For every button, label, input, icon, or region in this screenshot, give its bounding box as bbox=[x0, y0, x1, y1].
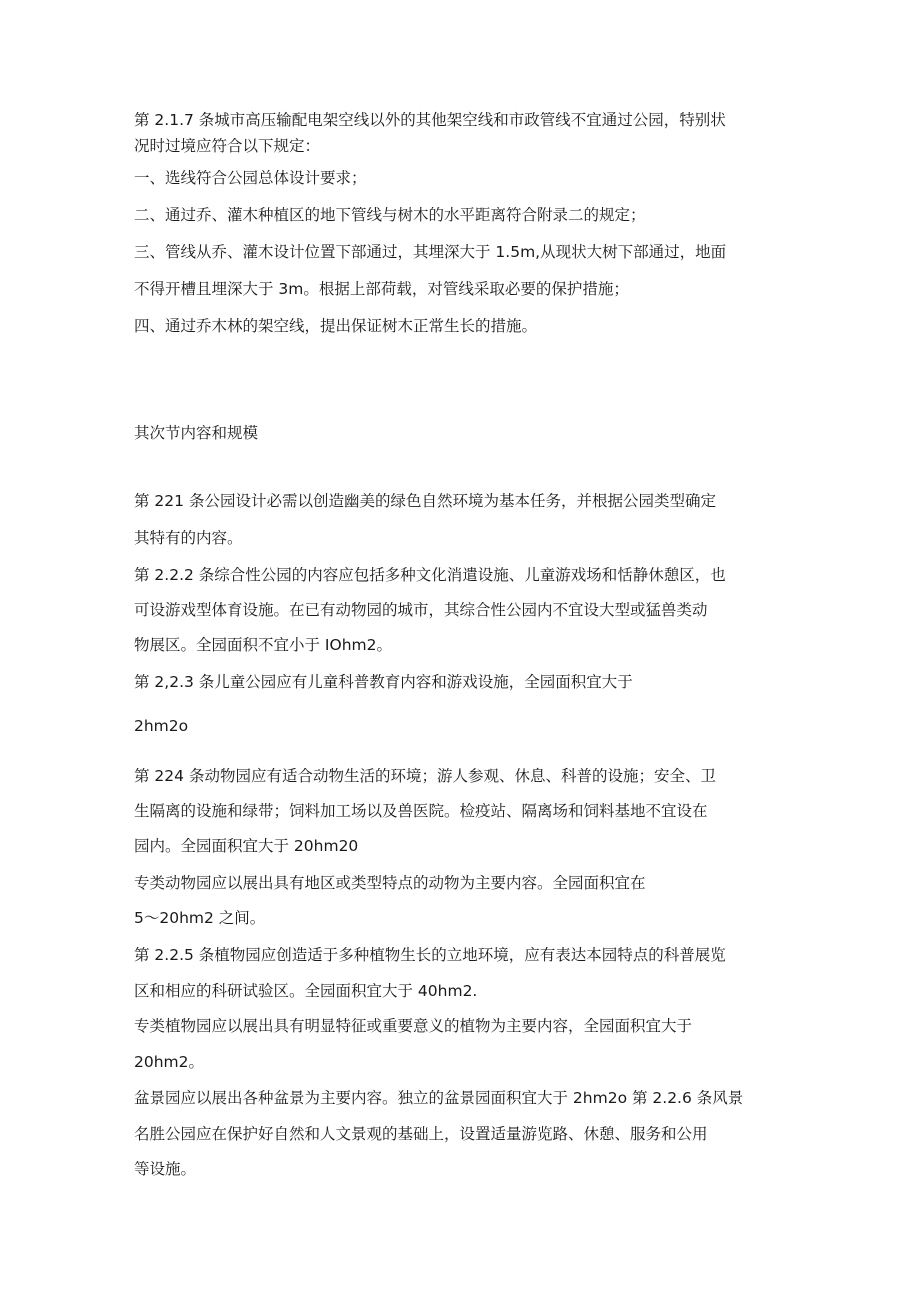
text-line: 物展区。全园面积不宜小于 IOhm2。 bbox=[134, 636, 392, 654]
text-line: 况时过境应符合以下规定： bbox=[134, 137, 321, 155]
text-line: 三、管线从乔、灌木设计位置下部通过，其埋深大于 1.5m,从现状大树下部通过，地面 bbox=[134, 243, 727, 261]
text-line: 20hm2。 bbox=[134, 1053, 205, 1071]
text-line: 第 2,2.3 条儿童公园应有儿童科普教育内容和游戏设施，全园面积宜大于 bbox=[134, 673, 633, 691]
text-line: 第 2.2.5 条植物园应创造适于多种植物生长的立地环境，应有表达本园特点的科普展览 bbox=[134, 946, 726, 964]
text-line: 等设施。 bbox=[134, 1160, 197, 1178]
text-line: 第 221 条公园设计必需以创造幽美的绿色自然环境为基本任务，并根据公园类型确定 bbox=[134, 492, 716, 510]
text-line: 第 2.1.7 条城市高压输配电架空线以外的其他架空线和市政管线不宜通过公园，特别状 bbox=[134, 111, 726, 129]
text-line: 生隔离的设施和绿带；饲料加工场以及兽医院。检疫站、隔离场和饲料基地不宜设在 bbox=[134, 802, 708, 820]
text-line: 专类植物园应以展出具有明显特征或重要意义的植物为主要内容，全园面积宜大于 bbox=[134, 1017, 693, 1035]
text-line: 第 224 条动物园应有适合动物生活的环境；游人参观、休息、科普的设施；安全、卫 bbox=[134, 767, 716, 785]
text-line: 其特有的内容。 bbox=[134, 529, 243, 547]
text-line: 四、通过乔木林的架空线，提出保证树木正常生长的措施。 bbox=[134, 317, 538, 335]
text-line: 园内。全园面积宜大于 20hm20 bbox=[134, 837, 359, 855]
text-line: 专类动物园应以展出具有地区或类型特点的动物为主要内容。全园面积宜在 bbox=[134, 874, 646, 892]
text-line: 区和相应的科研试验区。全园面积宜大于 40hm2. bbox=[134, 982, 478, 1000]
text-line: 2hm2o bbox=[134, 717, 189, 735]
text-line: 名胜公园应在保护好自然和人文景观的基础上，设置适量游览路、休憩、服务和公用 bbox=[134, 1125, 708, 1143]
text-line: 第 2.2.2 条综合性公园的内容应包括多种文化消遣设施、儿童游戏场和恬静休憩区，也 bbox=[134, 566, 726, 584]
section-heading: 其次节内容和规模 bbox=[134, 424, 259, 442]
text-line: 可设游戏型体育设施。在已有动物园的城市，其综合性公园内不宜设大型或猛兽类动 bbox=[134, 601, 708, 619]
text-line: 5～20hm2 之间。 bbox=[134, 909, 266, 927]
text-line: 不得开槽且埋深大于 3m。根据上部荷载，对管线采取必要的保护措施； bbox=[134, 280, 629, 298]
text-line: 一、选线符合公园总体设计要求； bbox=[134, 169, 367, 187]
text-line: 二、通过乔、灌木种植区的地下管线与树木的水平距离符合附录二的规定； bbox=[134, 206, 646, 224]
text-line: 盆景园应以展出各种盆景为主要内容。独立的盆景园面积宜大于 2hm2o 第 2.2.6 条风景 bbox=[134, 1089, 744, 1107]
